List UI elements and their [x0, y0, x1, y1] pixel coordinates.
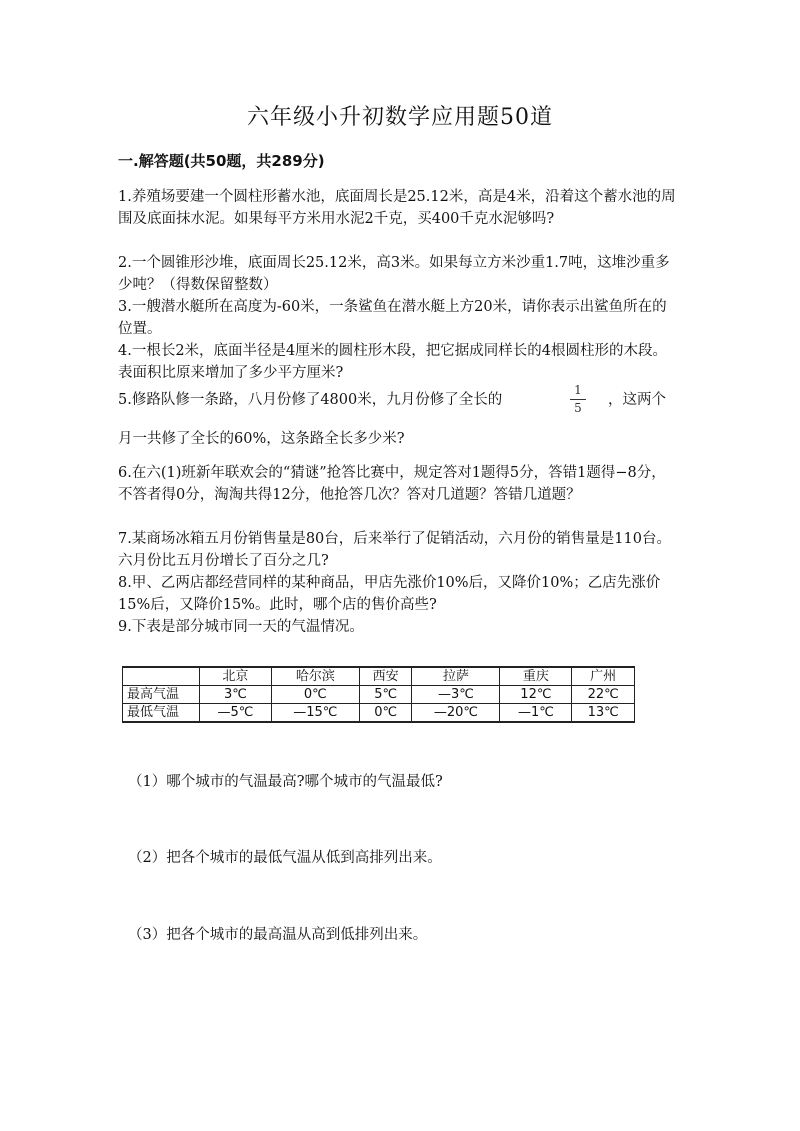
table-corner-cell — [123, 667, 200, 686]
city-header: 拉萨 — [412, 667, 500, 686]
table-cell: 5℃ — [359, 686, 412, 704]
question-8: 8.甲、乙两店都经营同样的某种商品，甲店先涨价10%后，又降价10%；乙店先涨价15%后，又降价15%。此时，哪个店的售价高些? — [118, 575, 661, 613]
table-cell: —20℃ — [412, 704, 500, 723]
temperature-table — [122, 666, 635, 723]
section-heading: 一.解答题(共50题，共289分) — [118, 152, 325, 170]
table-row — [123, 686, 635, 704]
table-cell: 3℃ — [200, 686, 272, 704]
question-3: 3.一艘潜水艇所在高度为-60米，一条鲨鱼在潜水艇上方20米，请你表示出鲨鱼所在的位置。 — [118, 299, 667, 337]
question-7: 7.某商场冰箱五月份销售量是80台，后来举行了促销活动，六月份的销售量是110台。六月份比五月份增长了百分之几? — [118, 531, 671, 569]
table-cell: —5℃ — [200, 704, 272, 723]
table-cell: 0℃ — [359, 704, 412, 723]
table-cell: —1℃ — [500, 704, 572, 723]
fraction-denominator: 5 — [574, 401, 582, 415]
question-4: 4.一根长2米，底面半径是4厘米的圆柱形木段，把它据成同样长的4根圆柱形的木段。表面积比原来增加了多少平方厘米? — [118, 343, 668, 381]
fraction-bar — [570, 399, 586, 400]
question-5-line-1-end: ，这两个 — [608, 392, 666, 408]
table-header-row — [123, 667, 635, 686]
row-label: 最低气温 — [123, 704, 200, 723]
city-header: 哈尔滨 — [271, 667, 359, 686]
fraction-numerator: 1 — [574, 383, 582, 397]
table-cell: 12℃ — [500, 686, 572, 704]
table-cell: 0℃ — [271, 686, 359, 704]
fraction-one-fifth — [570, 383, 586, 416]
table-cell: 22℃ — [572, 686, 635, 704]
question-1: 1.养殖场要建一个圆柱形蓄水池，底面周长是25.12米，高是4米，沿着这个蓄水池的周围及底面抹水泥。如果每平方米用水泥2千克，买400千克水泥够吗? — [118, 189, 676, 227]
page-title: 六年级小升初数学应用题50道 — [247, 105, 553, 130]
question-9: 9.下表是部分城市同一天的气温情况。 — [118, 619, 364, 635]
table-cell: 13℃ — [572, 704, 635, 723]
city-header: 西安 — [359, 667, 412, 686]
subquestion-2: （2）把各个城市的最低气温从低到高排列出来。 — [128, 850, 442, 866]
question-5-line-2: 月一共修了全长的60%，这条路全长多少米? — [118, 431, 405, 447]
city-header: 北京 — [200, 667, 272, 686]
table-cell: —3℃ — [412, 686, 500, 704]
row-label: 最高气温 — [123, 686, 200, 704]
question-5-line-1: 5.修路队修一条路，八月份修了4800米，九月份修了全长的 — [118, 392, 503, 408]
table-cell: —15℃ — [271, 704, 359, 723]
city-header: 广州 — [572, 667, 635, 686]
subquestion-3: （3）把各个城市的最高温从高到低排列出来。 — [128, 927, 428, 943]
subquestion-1: （1）哪个城市的气温最高?哪个城市的气温最低? — [128, 774, 443, 790]
table-row — [123, 704, 635, 723]
question-6: 6.在六(1)班新年联欢会的“猜谜”抢答比赛中，规定答对1题得5分，答错1题得−8分，不答者得0分，淘淘共得12分，他抢答几次？答对几道题？答错几道题？ — [118, 465, 666, 503]
city-header: 重庆 — [500, 667, 572, 686]
question-2: 2.一个圆锥形沙堆，底面周长25.12米，高3米。如果每立方米沙重1.7吨，这堆沙重多少吨？（得数保留整数） — [118, 255, 670, 293]
